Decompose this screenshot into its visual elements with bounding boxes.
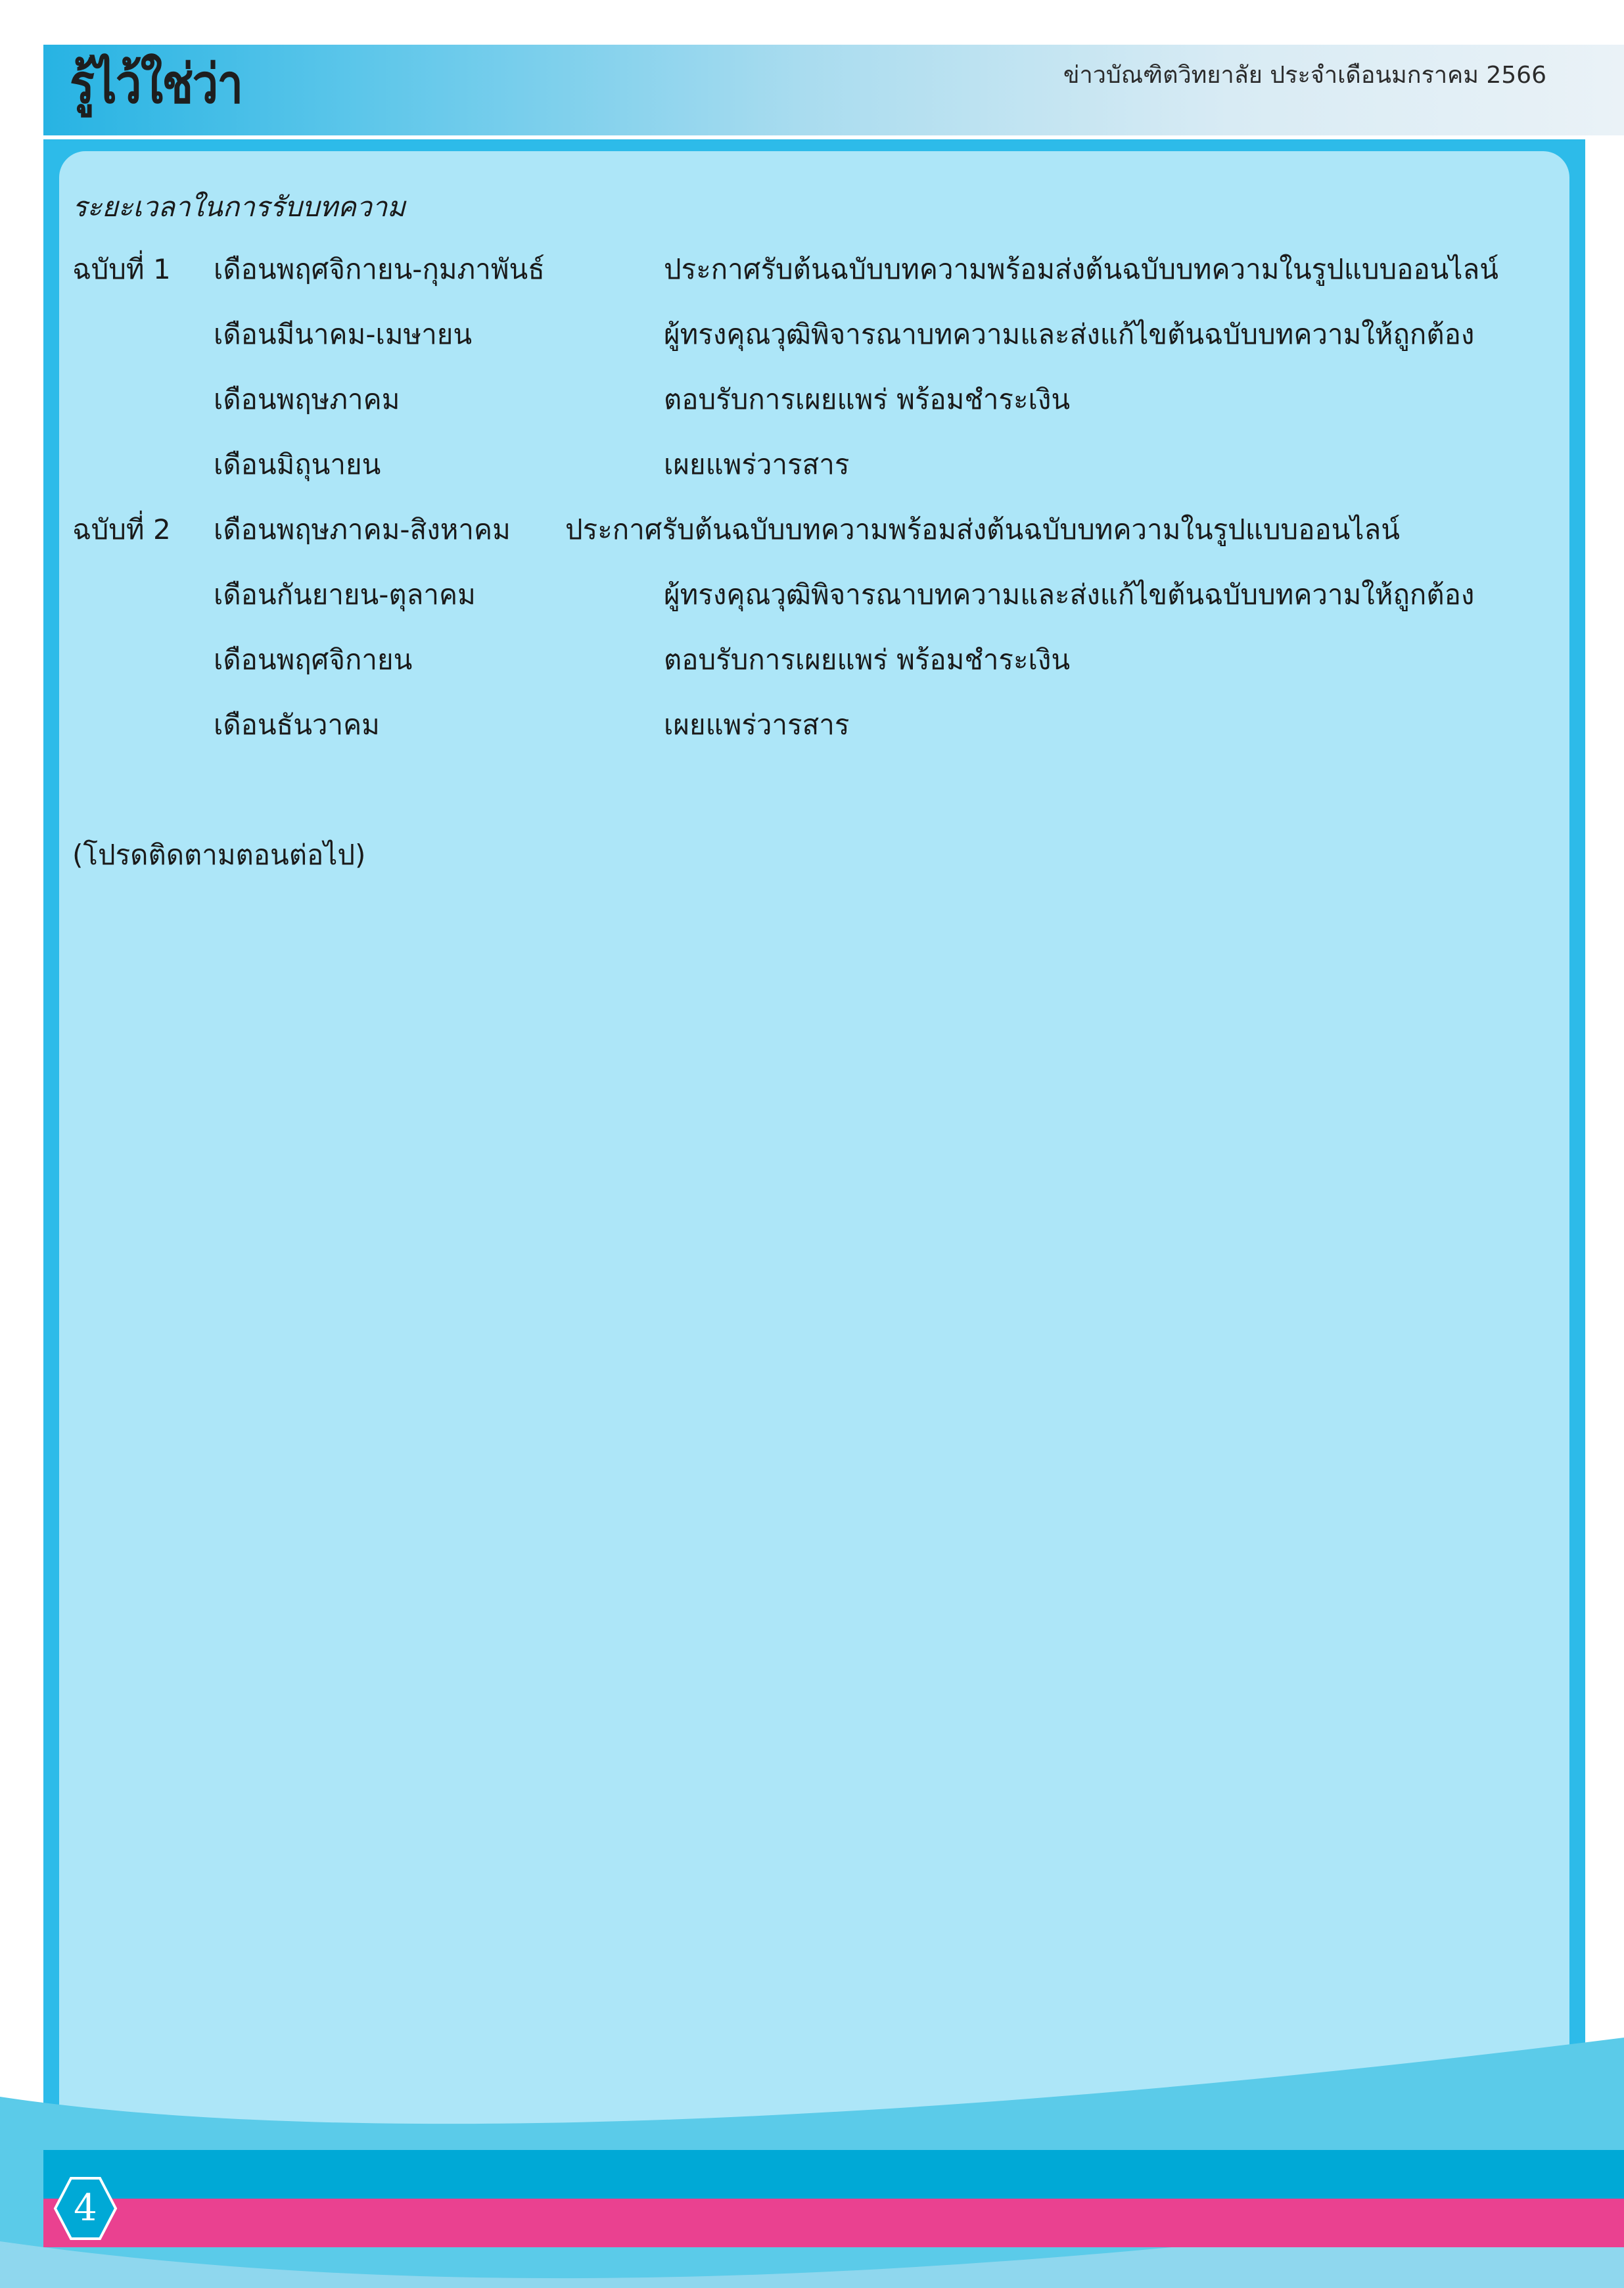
period-label: เดือนธันวาคม xyxy=(214,709,380,741)
schedule-row xyxy=(72,627,1564,692)
footer-pink-band xyxy=(43,2199,1624,2247)
schedule-row xyxy=(72,692,1564,757)
schedule-row xyxy=(72,367,1564,432)
schedule-row xyxy=(72,302,1564,367)
period-label: เดือนมีนาคม-เมษายน xyxy=(214,318,473,350)
task-label: ประกาศรับต้นฉบับบทความพร้อมส่งต้นฉบับบทความในรูปแบบออนไลน์ xyxy=(664,253,1498,285)
issue-line: ข่าวบัณฑิตวิทยาลัย ประจำเดือนมกราคม 2566 xyxy=(1063,62,1546,89)
period-label: เดือนพฤษภาคม xyxy=(214,383,400,415)
task-label: เผยแพร่วารสาร xyxy=(664,709,850,741)
schedule-row xyxy=(72,497,1564,562)
continuation-note: (โปรดติดตามตอนต่อไป) xyxy=(72,839,366,871)
schedule-row xyxy=(72,562,1564,627)
period-label: เดือนกันยายน-ตุลาคม xyxy=(214,578,476,611)
schedule-heading: ระยะเวลาในการรับบทความ xyxy=(72,191,406,223)
task-label: ตอบรับการเผยแพร่ พร้อมชำระเงิน xyxy=(664,383,1071,415)
edition-label: ฉบับที่ 1 xyxy=(72,253,171,285)
period-label: เดือนพฤศจิกายน-กุมภาพันธ์ xyxy=(214,253,545,285)
page-number: 4 xyxy=(74,2187,97,2230)
schedule-section xyxy=(72,177,1564,757)
page-number-badge xyxy=(53,2176,118,2241)
task-label: ผู้ทรงคุณวุฒิพิจารณาบทความและส่งแก้ไขต้นฉบับบทความให้ถูกต้อง xyxy=(664,318,1475,350)
edition-label: ฉบับที่ 2 xyxy=(72,513,171,546)
task-label: ตอบรับการเผยแพร่ พร้อมชำระเงิน xyxy=(664,643,1071,676)
section-title: รู้ไว้ใช่ว่า xyxy=(70,53,243,116)
task-label: เผยแพร่วารสาร xyxy=(664,448,850,480)
schedule-row xyxy=(72,432,1564,497)
period-label: เดือนพฤษภาคม-สิงหาคม xyxy=(214,513,511,546)
footer-blue-band xyxy=(43,2150,1624,2199)
schedule-row xyxy=(72,237,1564,302)
period-label: เดือนพฤศจิกายน xyxy=(214,643,413,676)
period-label: เดือนมิถุนายน xyxy=(214,448,381,480)
task-label: ประกาศรับต้นฉบับบทความพร้อมส่งต้นฉบับบทความในรูปแบบออนไลน์ xyxy=(565,513,1400,546)
task-label: ผู้ทรงคุณวุฒิพิจารณาบทความและส่งแก้ไขต้นฉบับบทความให้ถูกต้อง xyxy=(664,578,1475,611)
